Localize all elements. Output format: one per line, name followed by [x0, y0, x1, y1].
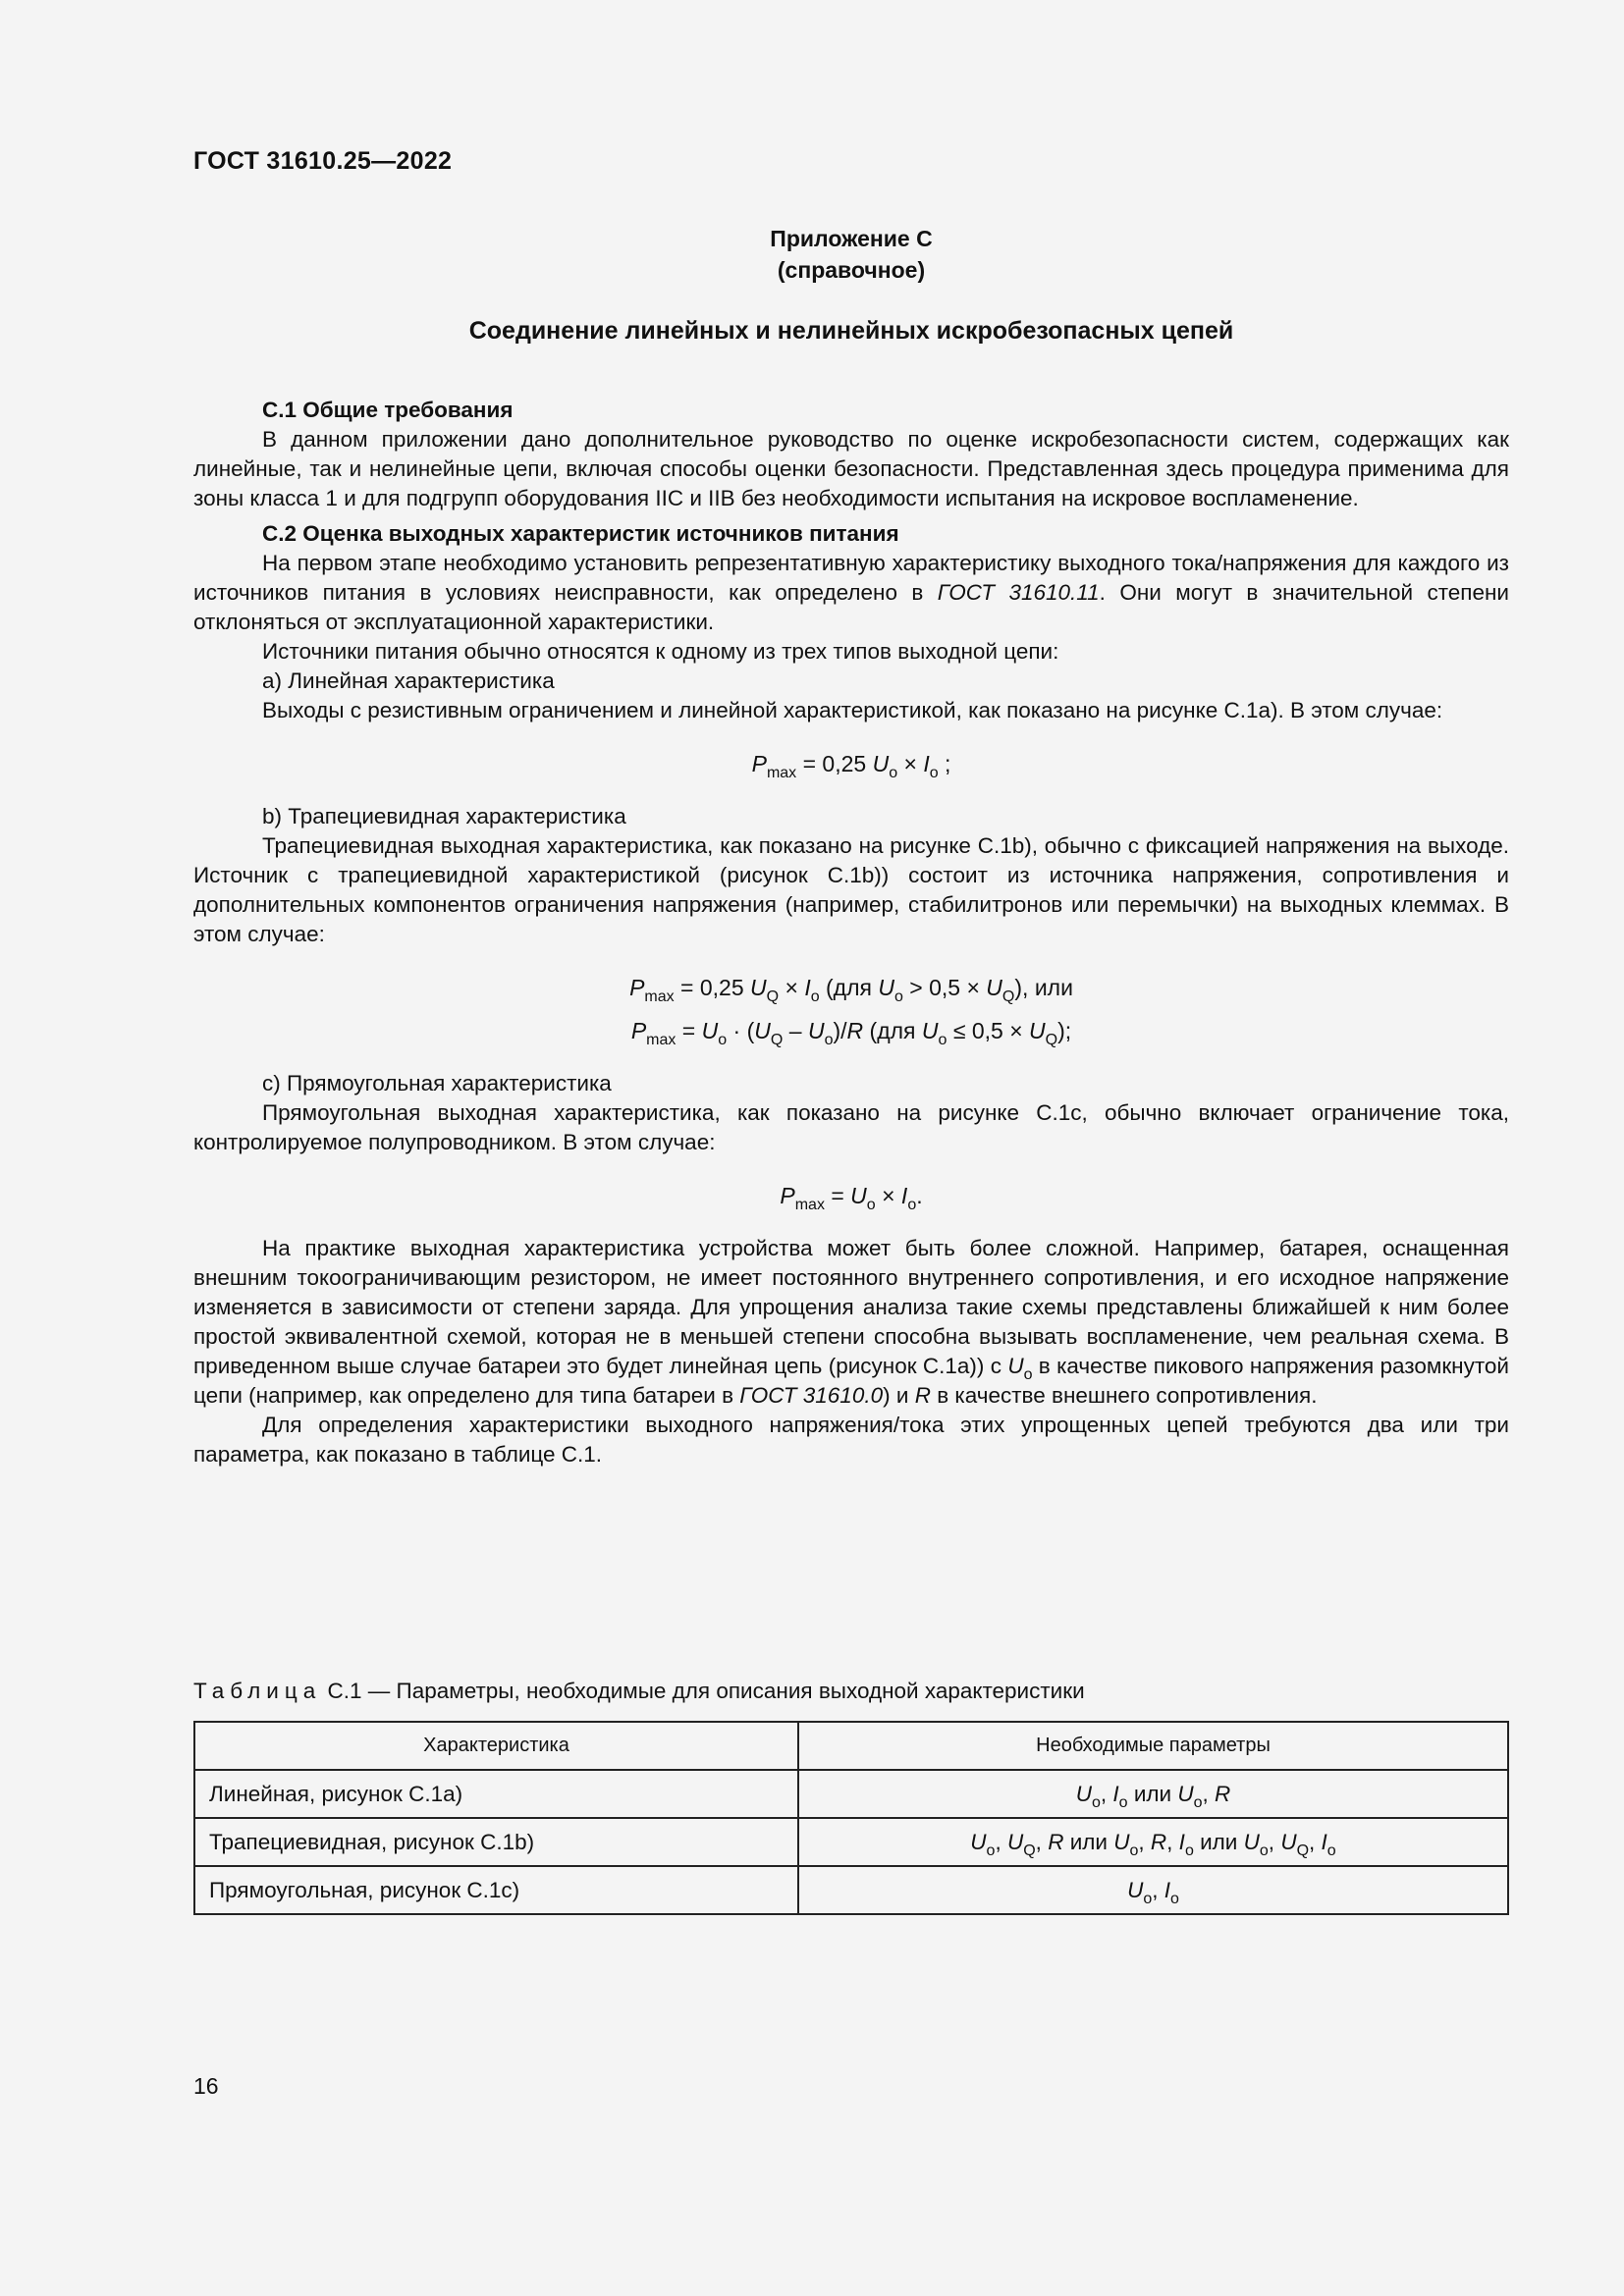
- table-row: [194, 1818, 1508, 1866]
- page-number: 16: [193, 2073, 219, 2099]
- formula-rectangular: $P_{max} = U_o \times I_o$.: [780, 1183, 923, 1213]
- appendix-title: Приложение С: [770, 226, 933, 251]
- parameters-table: [193, 1721, 1509, 1915]
- appendix-subtitle: (справочное): [777, 257, 926, 283]
- formula-linear: $P_{max} = 0,25$ $U_o \times I_o$ ;: [751, 751, 951, 781]
- supply-types-intro: Источники питания обычно относятся к одному из трех типов выходной цепи:: [262, 639, 1059, 664]
- section-c1-title: С.1 Общие требования: [262, 398, 514, 422]
- body-text: [193, 396, 1509, 1469]
- table-caption: Таблица С.1 — Параметры, необходимые для описания выходной характеристики: [193, 1679, 1085, 1703]
- formula-trapezoid-1: $P_{max} = 0,25$ $U_Q \times I_o$ (для $U_o > 0,5 \times U_Q$), или: [629, 975, 1073, 1005]
- item-c-title: c) Прямоугольная характеристика: [262, 1071, 612, 1095]
- section-c2-title: С.2 Оценка выходных характеристик источников питания: [262, 521, 899, 546]
- table-cell-type: Линейная, рисунок С.1a): [194, 1770, 798, 1818]
- table-header-row: [194, 1722, 1508, 1770]
- table-cell-params: $U_o$, $I_o$: [798, 1866, 1508, 1914]
- document-code: ГОСТ 31610.25—2022: [193, 147, 453, 175]
- section-c2-paragraph: На первом этапе необходимо установить репрезентативную характеристику выходного тока/напряжения для каждого из источников питания в условиях неисправности, как определено в ГОСТ 31610.11. Они могут в значительной степени отклоняться от эксплуатационной характеристики.: [193, 551, 1509, 634]
- params-paragraph: Для определения характеристики выходного напряжения/тока этих упрощенных цепей требуются два или три параметра, как показано в таблице С.1.: [193, 1413, 1509, 1467]
- section-c1-paragraph: В данном приложении дано дополнительное руководство по оценке искробезопасности систем, содержащих как линейные, так и нелинейные цепи, включая способы оценки безопасности. Представленная здесь процедура применима для зоны класса 1 и для подгрупп оборудования IIC и IIB без необходимости испытания на искровое воспламенение.: [193, 427, 1509, 510]
- table-cell-params: $U_o$, $I_o$ или $U_o$, R: [798, 1770, 1508, 1818]
- table-cell-type: Прямоугольная, рисунок С.1c): [194, 1866, 798, 1914]
- table-cell-params: $U_o$, $U_Q$, R или $U_o$, R, $I_o$ или $U_o$, $U_Q$, $I_o$: [798, 1818, 1508, 1866]
- table-cell-type: Трапециевидная, рисунок С.1b): [194, 1818, 798, 1866]
- ref-gost-31610-0: ГОСТ 31610.0: [739, 1383, 884, 1408]
- item-b-title: b) Трапециевидная характеристика: [262, 804, 626, 828]
- practice-paragraph: На практике выходная характеристика устройства может быть более сложной. Например, батарея, оснащенная внешним токоограничивающим резистором, не имеет постоянного внутреннего сопротивления, и его исходное напряжение изменяется в зависимости от степени заряда. Для упрощения анализа такие схемы представлены ближайшей к ним более простой эквивалентной схемой, которая не в меньшей степени способна вызывать воспламенение, чем реальная схема. В приведенном выше случае батареи это будет линейная цепь (рисунок С.1а)) с $U_o$ в качестве пикового напряжения разомкнутой цепи (например, как определено для типа батареи в ГОСТ 31610.0) и R в качестве внешнего сопротивления.: [193, 1236, 1509, 1408]
- table-row: [194, 1770, 1508, 1818]
- table-header-parameters: Необходимые параметры: [798, 1722, 1508, 1770]
- formula-trapezoid-2: $P_{max} = U_o \cdot (U_Q - U_o)/R$ (для $U_o \le 0,5 \times U_Q$);: [630, 1018, 1072, 1048]
- appendix-heading: Соединение линейных и нелинейных искробезопасных цепей: [468, 317, 1234, 345]
- table-row: [194, 1866, 1508, 1914]
- ref-gost-31610-11: ГОСТ 31610.11: [937, 580, 1100, 605]
- item-a-title: a) Линейная характеристика: [262, 668, 555, 693]
- table-header-characteristic: Характеристика: [194, 1722, 798, 1770]
- item-c-text: Прямоугольная выходная характеристика, как показано на рисунке С.1с, обычно включает ограничение тока, контролируемое полупроводником. В этом случае:: [193, 1100, 1509, 1154]
- item-a-text: Выходы с резистивным ограничением и линейной характеристикой, как показано на рисунке С.1а). В этом случае:: [262, 698, 1443, 722]
- item-b-text: Трапециевидная выходная характеристика, как показано на рисунке С.1b), обычно с фиксацией напряжения на выходе. Источник с трапециевидной характеристикой (рисунок С.1b)) состоит из источника напряжения, сопротивления и дополнительных компонентов ограничения напряжения (например, стабилитронов или перемычки) на выходных клеммах. В этом случае:: [193, 833, 1509, 946]
